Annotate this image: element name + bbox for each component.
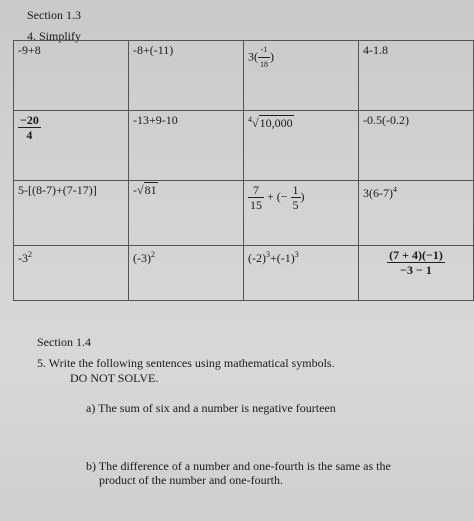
expr-9: 5-[(8-7)+(7-17)]	[18, 183, 97, 197]
expr-13-base: -3	[18, 251, 28, 265]
section-1-3-heading: Section 1.3	[27, 8, 81, 22]
expr-8: -0.5(-0.2)	[363, 113, 409, 127]
problem-5-label: 5. Write the following sentences using mathematical symbols.	[37, 356, 335, 370]
cell-14	[129, 246, 244, 301]
cell-2	[129, 41, 244, 111]
expr-5-num: −20	[20, 113, 39, 127]
expr-12-base: 3(6-7)	[363, 186, 393, 200]
expr-10-sign: -	[133, 183, 137, 197]
expr-11-plus: +	[267, 189, 274, 204]
expr-13-exp: 2	[28, 250, 32, 259]
problem-5a-text: The sum of six and a number is negative fourteen	[98, 401, 336, 415]
cell-10	[129, 181, 244, 246]
cell-11: $\frac{7}{15}$ + (− $\frac{1}{5}$ )	[244, 181, 359, 246]
expr-5-fraction	[18, 113, 41, 142]
expr-11-den-2: 5	[292, 198, 299, 212]
problem-5b-text-line-1: The difference of a number and one-fourth is the same as the	[98, 459, 391, 473]
expr-7-radicand: 10,000	[259, 116, 293, 130]
expr-11-num-2: 1	[292, 183, 299, 197]
simplify-grid	[13, 40, 474, 301]
expr-11-num-1: 7	[248, 183, 264, 198]
cell-12	[359, 181, 474, 246]
expr-11-den-1: 15	[250, 198, 262, 212]
expr-14-exp: 2	[151, 250, 155, 259]
cell-13	[14, 246, 129, 301]
expr-3-num: -1	[258, 43, 270, 58]
section-1-4-heading: Section 1.4	[37, 335, 91, 349]
expr-15-a: (-2)	[248, 251, 266, 265]
expr-16-fraction	[387, 248, 445, 277]
expr-14-base: (-3)	[133, 251, 151, 265]
cell-8	[359, 111, 474, 181]
expr-10-radicand: 81	[144, 183, 157, 197]
cell-4	[359, 41, 474, 111]
expr-1: -9+8	[18, 43, 41, 57]
cell-5	[14, 111, 129, 181]
expr-10-radical: √81	[137, 183, 157, 197]
expr-3-den: 18	[260, 60, 268, 69]
expr-16-den: −3 − 1	[400, 263, 432, 277]
expr-16-num: (7 + 4)(−1)	[389, 248, 443, 262]
cell-1	[14, 41, 129, 111]
cell-16	[359, 246, 474, 301]
problem-5b-text-line-2: product of the number and one-fourth.	[99, 473, 283, 487]
expr-4: 4-1.8	[363, 43, 388, 57]
expr-3-fraction	[258, 43, 270, 72]
expr-6: -13+9-10	[133, 113, 178, 127]
problem-5a-marker: a)	[86, 401, 96, 415]
expr-7-radical: √10,000	[252, 116, 293, 130]
problem-5-note: DO NOT SOLVE.	[70, 371, 159, 385]
expr-5-den: 4	[26, 128, 33, 142]
expr-15-a-exp: 3	[266, 250, 270, 259]
problem-5b-marker: b)	[86, 459, 96, 473]
expr-2: -8+(-11)	[133, 43, 174, 57]
expr-11-frac-1	[248, 183, 264, 212]
expr-12-exp: 4	[393, 185, 397, 194]
cell-7	[244, 111, 359, 181]
expr-11-frac-2	[291, 183, 301, 212]
expr-3-coef: 3	[248, 49, 254, 64]
expr-15-b-exp: 3	[294, 250, 299, 259]
problem-5a	[86, 401, 336, 416]
cell-6	[129, 111, 244, 181]
problem-4-label: 4. Simplify	[27, 29, 82, 43]
expr-15-b: +(-1)	[270, 251, 295, 265]
cell-9	[14, 181, 129, 246]
expr-7-index: 4	[248, 115, 252, 124]
cell-3: 3( $\frac{-1}{18}$ )	[244, 41, 359, 111]
cell-15	[244, 246, 359, 301]
problem-5b	[86, 459, 391, 474]
